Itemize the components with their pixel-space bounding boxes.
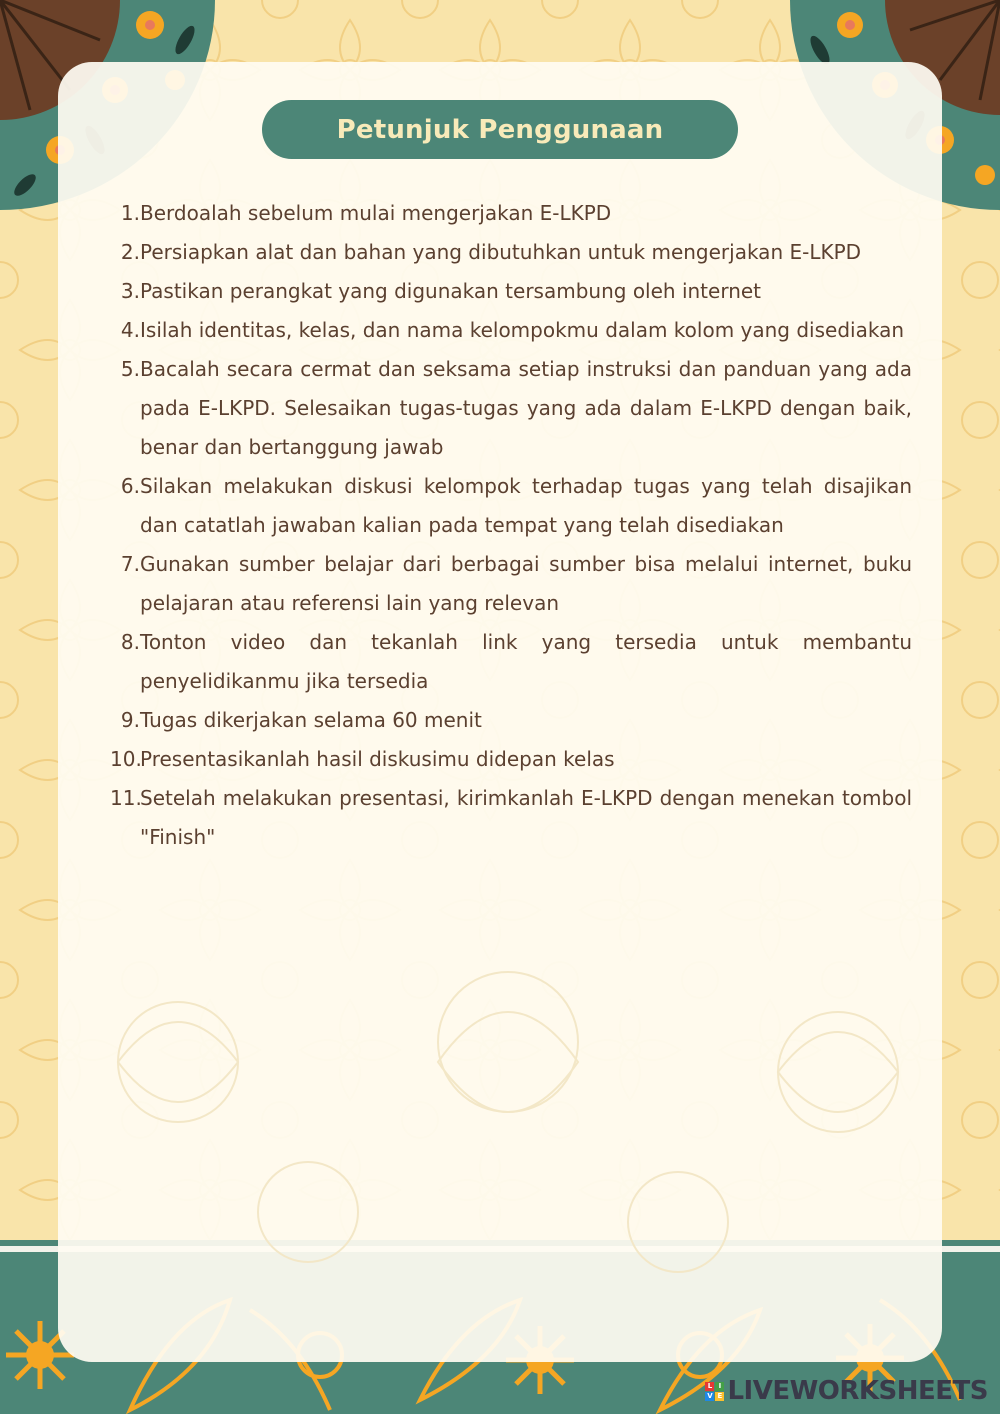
- item-text: Setelah melakukan presentasi, kirimkanlah E-LKPD dengan menekan tombol "Finish": [140, 786, 912, 849]
- item-text: Gunakan sumber belajar dari berbagai sumber bisa melalui internet, buku pelajaran atau referensi lain yang relevan: [140, 552, 912, 615]
- list-item: [110, 545, 912, 623]
- item-text: Persiapkan alat dan bahan yang dibutuhkan untuk mengerjakan E-LKPD: [140, 240, 862, 264]
- item-text: Bacalah secara cermat dan seksama setiap instruksi dan panduan yang ada pada E-LKPD. Selesaikan tugas-tugas yang ada dalam E-LKPD dengan baik, benar dan bertanggung jawab: [140, 357, 912, 459]
- item-number: 10.: [110, 747, 142, 771]
- logo-letter: V: [707, 1392, 713, 1400]
- liveworksheets-logo-icon: [705, 1382, 724, 1401]
- item-number: 7.: [120, 552, 140, 576]
- item-number: 6.: [120, 474, 140, 498]
- list-item: [110, 194, 912, 233]
- list-item: [110, 272, 912, 311]
- item-number: 2.: [120, 240, 140, 264]
- page-title: Petunjuk Penggunaan: [336, 114, 664, 145]
- logo-letter: I: [715, 1382, 724, 1391]
- logo-letter: E: [715, 1392, 724, 1401]
- item-text: Tugas dikerjakan selama 60 menit: [140, 708, 482, 732]
- item-number: 1.: [120, 201, 140, 225]
- item-number: 9.: [120, 708, 140, 732]
- list-item: [110, 701, 912, 740]
- list-item: [110, 467, 912, 545]
- logo-letter: L: [705, 1382, 714, 1391]
- item-text: Berdoalah sebelum mulai mengerjakan E-LKPD: [140, 201, 612, 225]
- title-banner: [262, 100, 738, 159]
- watermark-text: LIVEWORKSHEETS: [727, 1376, 988, 1406]
- list-item: [110, 740, 912, 779]
- list-item: [110, 623, 912, 701]
- list-item: [110, 311, 912, 350]
- item-number: 4.: [120, 318, 140, 342]
- item-text: Silakan melakukan diskusi kelompok terhadap tugas yang telah disajikan dan catatlah jawaban kalian pada tempat yang telah disediakan: [140, 474, 912, 537]
- item-number: 8.: [120, 630, 140, 654]
- item-text: Pastikan perangkat yang digunakan tersambung oleh internet: [140, 279, 762, 303]
- item-text: Presentasikanlah hasil diskusimu didepan kelas: [140, 747, 615, 771]
- item-number: 11.: [110, 786, 142, 810]
- list-item: [110, 233, 912, 272]
- instruction-list: [110, 194, 912, 857]
- item-number: 5.: [120, 357, 140, 381]
- liveworksheets-watermark: [705, 1376, 988, 1406]
- item-text: Isilah identitas, kelas, dan nama kelompokmu dalam kolom yang disediakan: [140, 318, 905, 342]
- list-item: [110, 350, 912, 467]
- list-item: [110, 779, 912, 857]
- item-number: 3.: [120, 279, 140, 303]
- item-text: Tonton video dan tekanlah link yang tersedia untuk membantu penyelidikanmu jika tersedia: [140, 630, 912, 693]
